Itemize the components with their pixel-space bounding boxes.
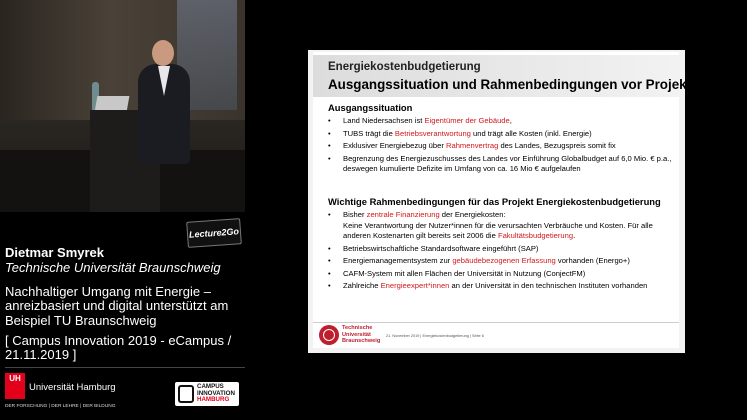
- tu-logo-line: Technische: [342, 325, 373, 331]
- bullet-item: [328, 244, 673, 255]
- event-line: [ Campus Innovation 2019 - eCampus /: [5, 333, 232, 348]
- bullet-text: Exklusiver Energiebezug über: [343, 141, 446, 150]
- bullet-item: [328, 269, 673, 280]
- divider: [5, 367, 245, 368]
- bullet-text: an der Universität in den technischen Instituten vorhanden: [449, 281, 648, 290]
- bullet-text: Zahlreiche: [343, 281, 381, 290]
- bullet-highlight: Rahmenvertrag: [446, 141, 499, 150]
- bullet-list: [328, 116, 673, 177]
- bullet-text: vorhanden (Energo+): [555, 256, 630, 265]
- talk-title: [5, 285, 241, 328]
- bullet-highlight: zentrale Finanzierung: [366, 210, 440, 219]
- bullet-text: ,: [509, 116, 512, 125]
- slide-title-main: Ausgangssituation und Rahmenbedingungen vor Projektstart: [328, 77, 721, 92]
- uhh-logo-name: Universität Hamburg: [29, 382, 116, 393]
- campus-innovation-logo[interactable]: [175, 382, 239, 406]
- slide-footer-text: 21. November 2019 | Energiekostenbudgetierung | Seite 6: [386, 334, 484, 338]
- slide-title-small: Energiekostenbudgetierung: [328, 61, 481, 73]
- bullet-highlight: Betriebsverantwortung: [394, 128, 471, 138]
- tu-logo-line: Universität: [342, 331, 371, 338]
- video-speaker-head: [152, 40, 174, 66]
- uhh-logo-tagline: DER FORSCHUNG | DER LEHRE | DER BILDUNG: [5, 404, 116, 409]
- bullet-text: und trägt alle Kosten (inkl. Energie): [470, 128, 592, 138]
- speaker-name: Dietmar Smyrek: [5, 245, 104, 260]
- bullet-text: .: [573, 231, 576, 240]
- section-heading: Wichtige Rahmenbedingungen für das Projekt Energiekostenbudgetierung: [328, 196, 661, 207]
- bullet-text: Energiemanagementsystem zur: [343, 256, 453, 265]
- bullet-text: Bisher: [343, 210, 367, 219]
- uhh-logo[interactable]: [5, 373, 115, 413]
- cih-line: CAMPUS: [197, 383, 224, 390]
- campus-innovation-icon: [178, 385, 194, 403]
- speaker-info: [5, 245, 245, 275]
- cih-line: INNOVATION: [197, 389, 235, 397]
- bullet-item: [328, 210, 673, 242]
- tu-logo-text: [342, 325, 380, 345]
- bullet-item: [328, 116, 673, 127]
- bullet-text: Keine Verantwortung der Nutzer*innen für die verursachten Verbräuche und Kosten. Für alle anderen Kostenarten gilt bereits seit 2006 die: [343, 220, 653, 240]
- uhh-logo-mark-text: UH: [9, 374, 21, 383]
- event-line: 21.11.2019 ]: [5, 347, 77, 363]
- bullet-text: der Energiekosten:: [439, 210, 506, 219]
- cih-line: HAMBURG: [197, 396, 230, 404]
- bullet-item: [328, 154, 673, 175]
- slide-footer-divider: [313, 322, 679, 323]
- talk-title-line: anreizbasiert und digital unterstützt am: [5, 298, 229, 314]
- bullet-list: [328, 210, 673, 294]
- uhh-logo-mark: [5, 373, 25, 399]
- speaker-institution: Technische Universität Braunschweig: [5, 260, 221, 275]
- bullet-highlight: Eigentümer der Gebäude: [424, 116, 510, 125]
- tu-logo-line: Braunschweig: [342, 338, 381, 345]
- bullet-text: CAFM-System mit allen Flächen der Universität in Nutzung (ConjectFM): [343, 268, 586, 278]
- talk-title-line: Beispiel TU Braunschweig: [5, 312, 157, 328]
- bullet-text: Begrenzung des Energiezuschusses des Landes vor Einführung Globalbudget auf 6,0 Mio. € p.a., deswegen kumulierte Defizite im Umfang von ca. 16 Mio € aufgelaufen: [343, 153, 672, 173]
- bullet-item: [328, 281, 673, 292]
- bullet-text: Betriebswirtschaftliche Standardsoftware eingeführt (SAP): [343, 243, 539, 253]
- bullet-highlight: Energieexpert*innen: [380, 281, 450, 290]
- section-heading: Ausgangssituation: [328, 102, 413, 113]
- bullet-item: [328, 141, 673, 152]
- lecture2go-badge: Lecture2Go: [186, 218, 242, 248]
- bullet-text: des Landes, Bezugspreis somit fix: [498, 141, 616, 150]
- presentation-slide: [313, 52, 721, 348]
- slide-header: [313, 55, 721, 97]
- bullet-item: [328, 129, 673, 140]
- bullet-item: [328, 256, 673, 267]
- bullet-highlight: Fakultätsbudgetierung: [497, 231, 574, 240]
- event-info: [5, 334, 241, 363]
- bullet-highlight: gebäudebezogenen Erfassung: [452, 256, 556, 265]
- bullet-text: TUBS trägt die: [343, 128, 395, 138]
- tu-braunschweig-logo: [319, 325, 379, 347]
- speaker-video: [0, 0, 245, 212]
- bullet-text: Land Niedersachsen ist: [343, 116, 425, 125]
- campus-innovation-text: [197, 384, 235, 404]
- talk-title-line: Nachhaltiger Umgang mit Energie –: [5, 284, 211, 299]
- tu-seal-icon: [319, 325, 339, 345]
